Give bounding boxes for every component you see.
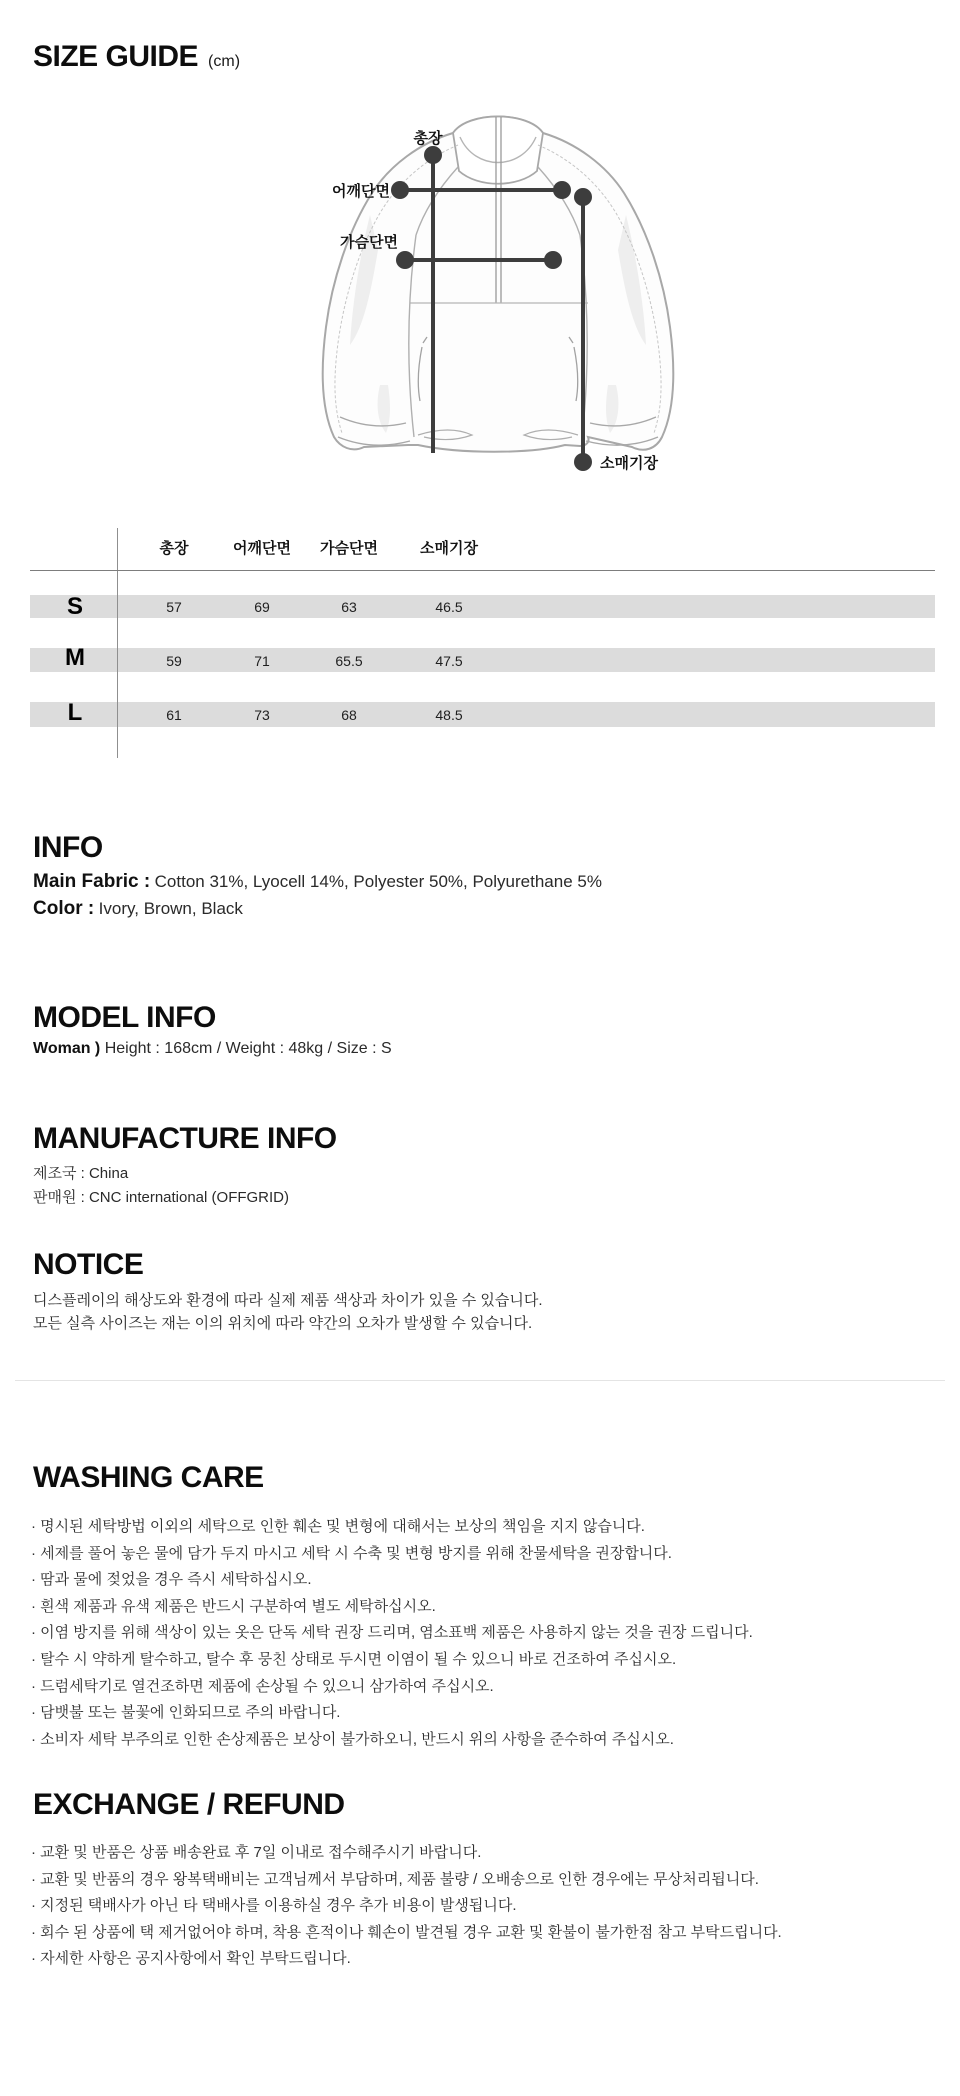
model-info-value: Height : 168cm / Weight : 48kg / Size : S bbox=[104, 1040, 392, 1057]
exchange-refund-list bbox=[31, 1840, 782, 1973]
care-item: · 이염 방지를 위해 색상이 있는 옷은 단독 세탁 권장 드리며, 염소표백 제품은 사용하지 않는 것을 권장 드립니다. bbox=[31, 1624, 753, 1642]
washing-care-list bbox=[31, 1514, 753, 1753]
section-divider bbox=[15, 1380, 945, 1381]
size-table bbox=[30, 525, 935, 765]
measure-dot bbox=[424, 146, 442, 164]
color-label: Color : bbox=[33, 898, 95, 919]
col-header-total: 총장 bbox=[159, 540, 189, 557]
care-item: · 드럼세탁기로 열건조하면 제품에 손상될 수 있으니 삼가하여 주십시오. bbox=[31, 1677, 494, 1695]
table-cell: 61 bbox=[166, 707, 182, 723]
table-cell: 48.5 bbox=[435, 707, 463, 723]
notice-line: 디스플레이의 해상도와 환경에 따라 실제 제품 색상과 차이가 있을 수 있습니다. bbox=[33, 1292, 543, 1309]
exchange-refund-heading: EXCHANGE / REFUND bbox=[33, 1788, 345, 1821]
manufacture-info-heading: MANUFACTURE INFO bbox=[33, 1122, 337, 1155]
notice-line: 모든 실측 사이즈는 재는 이의 위치에 따라 약간의 오차가 발생할 수 있습니다. bbox=[33, 1315, 533, 1332]
label-total-length: 총장 bbox=[413, 130, 443, 147]
table-cell: 71 bbox=[254, 653, 270, 669]
size-label-s: S bbox=[66, 593, 84, 620]
size-guide-title: SIZE GUIDE bbox=[33, 40, 199, 73]
size-diagram bbox=[220, 85, 740, 485]
manufacture-seller: 판매원 : CNC international (OFFGRID) bbox=[33, 1189, 290, 1206]
table-cell: 57 bbox=[166, 599, 182, 615]
care-item: · 땀과 물에 젖었을 경우 즉시 세탁하십시오. bbox=[31, 1571, 312, 1589]
table-cell: 73 bbox=[254, 707, 270, 723]
care-item: · 명시된 세탁방법 이외의 세탁으로 인한 훼손 및 변형에 대해서는 보상의 책임을 지지 않습니다. bbox=[31, 1518, 645, 1535]
table-cell: 47.5 bbox=[435, 653, 463, 669]
model-info-label: Woman ) bbox=[33, 1040, 101, 1057]
size-label-m: M bbox=[65, 644, 85, 671]
info-heading: INFO bbox=[33, 831, 103, 864]
table-cell: 68 bbox=[341, 707, 357, 723]
exchange-item: · 회수 된 상품에 택 제거없어야 하며, 착용 흔적이나 훼손이 발견될 경우 교환 및 환불이 불가한점 참고 부탁드립니다. bbox=[31, 1923, 782, 1941]
label-chest: 가슴단면 bbox=[340, 234, 398, 251]
table-cell: 63 bbox=[341, 599, 357, 615]
main-fabric-value: Cotton 31%, Lyocell 14%, Polyester 50%, Polyurethane 5% bbox=[154, 872, 602, 891]
color-value: Ivory, Brown, Black bbox=[98, 899, 243, 918]
table-vertical-rule bbox=[117, 528, 118, 758]
washing-care-heading: WASHING CARE bbox=[33, 1461, 264, 1494]
color-line bbox=[33, 898, 243, 920]
label-shoulder: 어깨단면 bbox=[332, 183, 390, 200]
main-fabric-label: Main Fabric : bbox=[33, 871, 151, 892]
col-header-shoulder: 어깨단면 bbox=[233, 540, 291, 557]
manufacture-country: 제조국 : China bbox=[33, 1165, 129, 1182]
care-item: · 소비자 세탁 부주의로 인한 손상제품은 보상이 불가하오니, 반드시 위의 사항을 준수하여 주십시오. bbox=[31, 1730, 674, 1748]
notice-heading: NOTICE bbox=[33, 1248, 144, 1281]
exchange-item: · 자세한 사항은 공지사항에서 확인 부탁드립니다. bbox=[31, 1950, 351, 1968]
jacket-diagram-illustration bbox=[220, 85, 740, 485]
size-guide-unit: (cm) bbox=[208, 53, 241, 70]
size-guide-header bbox=[33, 40, 240, 74]
table-cell: 69 bbox=[254, 599, 270, 615]
measure-dot bbox=[391, 181, 409, 199]
table-header-rule bbox=[30, 570, 935, 571]
measure-dot bbox=[396, 251, 414, 269]
exchange-item: · 지정된 택배사가 아닌 타 택배사를 이용하실 경우 추가 비용이 발생됩니다. bbox=[31, 1897, 517, 1915]
col-header-sleeve: 소매기장 bbox=[420, 540, 478, 557]
col-header-chest: 가슴단면 bbox=[320, 540, 378, 557]
table-cell: 59 bbox=[166, 653, 182, 669]
size-label-l: L bbox=[67, 699, 83, 726]
exchange-item: · 교환 및 반품의 경우 왕복택배비는 고객님께서 부담하며, 제품 불량 / 오배송으로 인한 경우에는 무상처리됩니다. bbox=[31, 1870, 759, 1888]
measure-dot bbox=[574, 188, 592, 206]
care-item: · 흰색 제품과 유색 제품은 반드시 구분하여 별도 세탁하십시오. bbox=[31, 1597, 436, 1615]
main-fabric-line bbox=[33, 871, 602, 893]
model-info-line bbox=[33, 1040, 392, 1058]
label-sleeve: 소매기장 bbox=[600, 455, 658, 472]
model-info-heading: MODEL INFO bbox=[33, 1001, 216, 1034]
care-item: · 담뱃불 또는 불꽃에 인화되므로 주의 바랍니다. bbox=[31, 1704, 341, 1722]
care-item: · 탈수 시 약하게 탈수하고, 탈수 후 뭉친 상태로 두시면 이염이 될 수 있으니 바로 건조하여 주십시오. bbox=[31, 1650, 677, 1668]
care-item: · 세제를 풀어 놓은 물에 담가 두지 마시고 세탁 시 수축 및 변형 방지를 위해 찬물세탁을 권장합니다. bbox=[31, 1544, 672, 1562]
exchange-item: · 교환 및 반품은 상품 배송완료 후 7일 이내로 접수해주시기 바랍니다. bbox=[31, 1844, 482, 1861]
measure-dot bbox=[544, 251, 562, 269]
measure-dot bbox=[553, 181, 571, 199]
collar-outline bbox=[453, 117, 543, 184]
table-cell: 65.5 bbox=[335, 653, 363, 669]
measure-dot bbox=[574, 453, 592, 471]
table-cell: 46.5 bbox=[435, 599, 463, 615]
